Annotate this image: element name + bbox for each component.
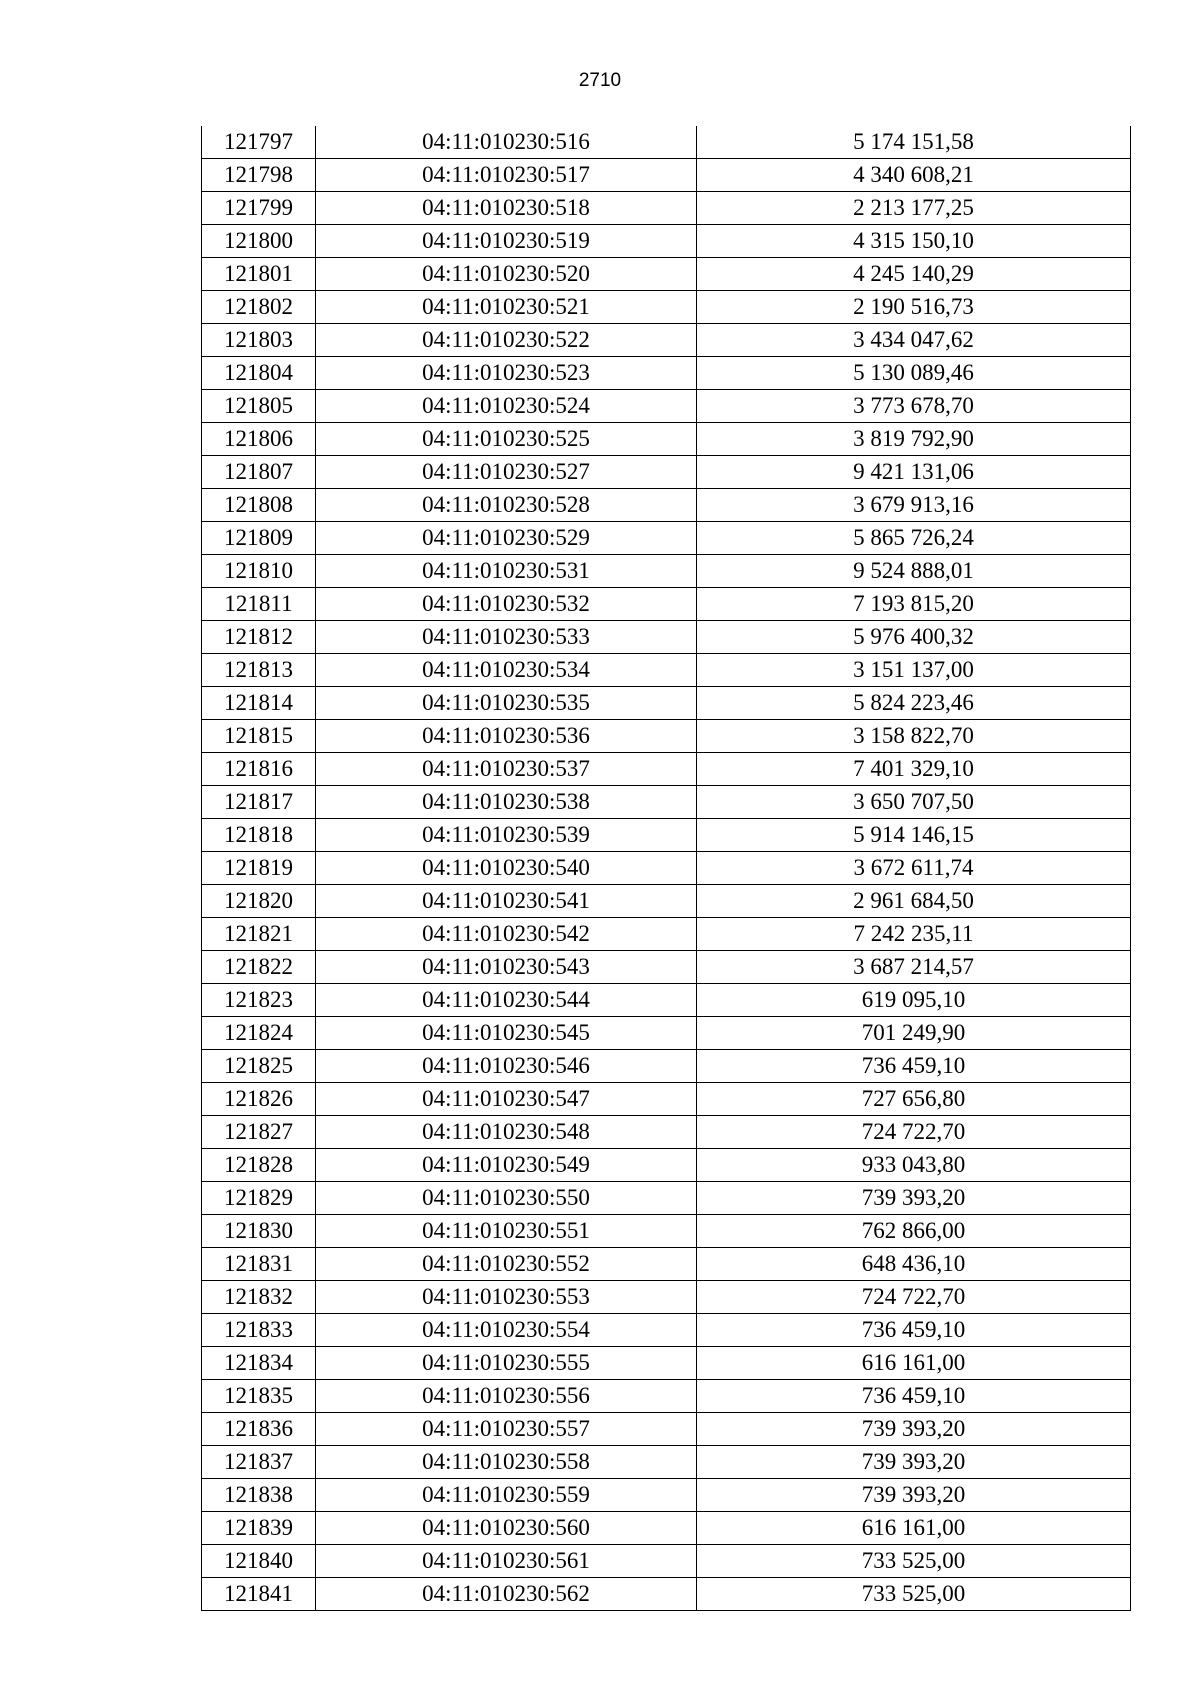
cadastral-value-cell: 5 976 400,32	[697, 621, 1131, 654]
cadastral-number-cell: 04:11:010230:555	[316, 1347, 697, 1380]
row-number-cell: 121835	[202, 1380, 316, 1413]
cadastral-number-cell: 04:11:010230:539	[316, 819, 697, 852]
row-number-cell: 121840	[202, 1545, 316, 1578]
cadastral-number-cell: 04:11:010230:523	[316, 357, 697, 390]
cadastral-number-cell: 04:11:010230:548	[316, 1116, 697, 1149]
row-number-cell: 121838	[202, 1479, 316, 1512]
row-number-cell: 121815	[202, 720, 316, 753]
cadastral-number-cell: 04:11:010230:560	[316, 1512, 697, 1545]
cadastral-number-cell: 04:11:010230:529	[316, 522, 697, 555]
row-number-cell: 121803	[202, 324, 316, 357]
table-row	[202, 456, 1131, 489]
cadastral-number-cell: 04:11:010230:517	[316, 159, 697, 192]
row-number-cell: 121809	[202, 522, 316, 555]
cadastral-value-cell: 9 421 131,06	[697, 456, 1131, 489]
cadastral-number-cell: 04:11:010230:522	[316, 324, 697, 357]
table-row	[202, 1314, 1131, 1347]
table-row	[202, 753, 1131, 786]
cadastral-value-cell: 7 242 235,11	[697, 918, 1131, 951]
table-row	[202, 159, 1131, 192]
row-number-cell: 121817	[202, 786, 316, 819]
row-number-cell: 121813	[202, 654, 316, 687]
cadastral-value-cell: 739 393,20	[697, 1446, 1131, 1479]
cadastral-number-cell: 04:11:010230:558	[316, 1446, 697, 1479]
row-number-cell: 121812	[202, 621, 316, 654]
row-number-cell: 121828	[202, 1149, 316, 1182]
table-row	[202, 1116, 1131, 1149]
cadastral-number-cell: 04:11:010230:537	[316, 753, 697, 786]
table-row	[202, 654, 1131, 687]
cadastral-number-cell: 04:11:010230:538	[316, 786, 697, 819]
cadastral-value-cell: 7 193 815,20	[697, 588, 1131, 621]
row-number-cell: 121819	[202, 852, 316, 885]
cadastral-value-cell: 3 679 913,16	[697, 489, 1131, 522]
cadastral-value-cell: 5 824 223,46	[697, 687, 1131, 720]
cadastral-number-cell: 04:11:010230:536	[316, 720, 697, 753]
table-row	[202, 1512, 1131, 1545]
table-row	[202, 357, 1131, 390]
row-number-cell: 121822	[202, 951, 316, 984]
cadastral-value-cell: 733 525,00	[697, 1578, 1131, 1611]
table-row	[202, 1182, 1131, 1215]
cadastral-number-cell: 04:11:010230:556	[316, 1380, 697, 1413]
table-row	[202, 555, 1131, 588]
row-number-cell: 121841	[202, 1578, 316, 1611]
table-row	[202, 852, 1131, 885]
cadastral-number-cell: 04:11:010230:557	[316, 1413, 697, 1446]
cadastral-value-cell: 762 866,00	[697, 1215, 1131, 1248]
table-row	[202, 522, 1131, 555]
cadastral-value-cell: 724 722,70	[697, 1116, 1131, 1149]
table-row	[202, 918, 1131, 951]
cadastral-value-cell: 733 525,00	[697, 1545, 1131, 1578]
cadastral-number-cell: 04:11:010230:559	[316, 1479, 697, 1512]
row-number-cell: 121801	[202, 258, 316, 291]
cadastral-value-cell: 739 393,20	[697, 1182, 1131, 1215]
cadastral-value-cell: 2 190 516,73	[697, 291, 1131, 324]
table-row	[202, 984, 1131, 1017]
table-row	[202, 786, 1131, 819]
row-number-cell: 121802	[202, 291, 316, 324]
table-row	[202, 1215, 1131, 1248]
cadastral-number-cell: 04:11:010230:516	[316, 126, 697, 159]
row-number-cell: 121805	[202, 390, 316, 423]
row-number-cell: 121816	[202, 753, 316, 786]
cadastral-number-cell: 04:11:010230:518	[316, 192, 697, 225]
cadastral-number-cell: 04:11:010230:549	[316, 1149, 697, 1182]
table-row	[202, 885, 1131, 918]
row-number-cell: 121799	[202, 192, 316, 225]
table-row	[202, 291, 1131, 324]
row-number-cell: 121833	[202, 1314, 316, 1347]
row-number-cell: 121831	[202, 1248, 316, 1281]
table-row	[202, 1413, 1131, 1446]
row-number-cell: 121820	[202, 885, 316, 918]
cadastral-number-cell: 04:11:010230:525	[316, 423, 697, 456]
row-number-cell: 121837	[202, 1446, 316, 1479]
table-body	[202, 126, 1131, 1611]
cadastral-number-cell: 04:11:010230:527	[316, 456, 697, 489]
table-row	[202, 423, 1131, 456]
cadastral-value-cell: 3 434 047,62	[697, 324, 1131, 357]
cadastral-value-cell: 2 213 177,25	[697, 192, 1131, 225]
cadastral-number-cell: 04:11:010230:554	[316, 1314, 697, 1347]
cadastral-number-cell: 04:11:010230:545	[316, 1017, 697, 1050]
table-row	[202, 819, 1131, 852]
cadastral-value-cell: 616 161,00	[697, 1347, 1131, 1380]
table-row	[202, 1380, 1131, 1413]
table-row	[202, 1545, 1131, 1578]
row-number-cell: 121810	[202, 555, 316, 588]
table-row	[202, 1149, 1131, 1182]
cadastral-value-cell: 616 161,00	[697, 1512, 1131, 1545]
cadastral-value-table	[201, 126, 1131, 1611]
row-number-cell: 121830	[202, 1215, 316, 1248]
cadastral-number-cell: 04:11:010230:540	[316, 852, 697, 885]
cadastral-number-cell: 04:11:010230:534	[316, 654, 697, 687]
cadastral-number-cell: 04:11:010230:544	[316, 984, 697, 1017]
cadastral-value-cell: 3 819 792,90	[697, 423, 1131, 456]
table-row	[202, 588, 1131, 621]
row-number-cell: 121829	[202, 1182, 316, 1215]
table-row	[202, 687, 1131, 720]
row-number-cell: 121826	[202, 1083, 316, 1116]
cadastral-value-cell: 3 773 678,70	[697, 390, 1131, 423]
row-number-cell: 121808	[202, 489, 316, 522]
table-row	[202, 1083, 1131, 1116]
row-number-cell: 121836	[202, 1413, 316, 1446]
row-number-cell: 121806	[202, 423, 316, 456]
cadastral-number-cell: 04:11:010230:532	[316, 588, 697, 621]
cadastral-number-cell: 04:11:010230:551	[316, 1215, 697, 1248]
row-number-cell: 121832	[202, 1281, 316, 1314]
cadastral-value-cell: 736 459,10	[697, 1314, 1131, 1347]
table-row	[202, 192, 1131, 225]
table-row	[202, 720, 1131, 753]
cadastral-number-cell: 04:11:010230:524	[316, 390, 697, 423]
table-row	[202, 1578, 1131, 1611]
cadastral-number-cell: 04:11:010230:533	[316, 621, 697, 654]
row-number-cell: 121804	[202, 357, 316, 390]
cadastral-number-cell: 04:11:010230:547	[316, 1083, 697, 1116]
cadastral-number-cell: 04:11:010230:561	[316, 1545, 697, 1578]
cadastral-number-cell: 04:11:010230:550	[316, 1182, 697, 1215]
page-number: 2710	[578, 70, 622, 91]
cadastral-value-cell: 2 961 684,50	[697, 885, 1131, 918]
row-number-cell: 121825	[202, 1050, 316, 1083]
cadastral-value-cell: 9 524 888,01	[697, 555, 1131, 588]
cadastral-value-cell: 727 656,80	[697, 1083, 1131, 1116]
cadastral-number-cell: 04:11:010230:521	[316, 291, 697, 324]
row-number-cell: 121800	[202, 225, 316, 258]
table-row	[202, 1479, 1131, 1512]
table-row	[202, 1347, 1131, 1380]
cadastral-value-cell: 4 340 608,21	[697, 159, 1131, 192]
table-row	[202, 1017, 1131, 1050]
cadastral-value-cell: 739 393,20	[697, 1413, 1131, 1446]
cadastral-number-cell: 04:11:010230:541	[316, 885, 697, 918]
cadastral-value-cell: 3 687 214,57	[697, 951, 1131, 984]
cadastral-value-cell: 933 043,80	[697, 1149, 1131, 1182]
cadastral-value-cell: 619 095,10	[697, 984, 1131, 1017]
cadastral-number-cell: 04:11:010230:552	[316, 1248, 697, 1281]
table-row	[202, 621, 1131, 654]
row-number-cell: 121839	[202, 1512, 316, 1545]
cadastral-number-cell: 04:11:010230:520	[316, 258, 697, 291]
row-number-cell: 121827	[202, 1116, 316, 1149]
cadastral-value-cell: 3 151 137,00	[697, 654, 1131, 687]
table-row	[202, 951, 1131, 984]
row-number-cell: 121823	[202, 984, 316, 1017]
row-number-cell: 121807	[202, 456, 316, 489]
cadastral-value-cell: 4 245 140,29	[697, 258, 1131, 291]
cadastral-value-cell: 7 401 329,10	[697, 753, 1131, 786]
table-row	[202, 258, 1131, 291]
row-number-cell: 121797	[202, 126, 316, 159]
table-row	[202, 1446, 1131, 1479]
row-number-cell: 121814	[202, 687, 316, 720]
cadastral-value-cell: 648 436,10	[697, 1248, 1131, 1281]
cadastral-number-cell: 04:11:010230:535	[316, 687, 697, 720]
row-number-cell: 121798	[202, 159, 316, 192]
row-number-cell: 121818	[202, 819, 316, 852]
cadastral-number-cell: 04:11:010230:542	[316, 918, 697, 951]
table-row	[202, 1281, 1131, 1314]
cadastral-value-cell: 736 459,10	[697, 1380, 1131, 1413]
table-row	[202, 324, 1131, 357]
cadastral-number-cell: 04:11:010230:519	[316, 225, 697, 258]
cadastral-value-cell: 3 672 611,74	[697, 852, 1131, 885]
cadastral-number-cell: 04:11:010230:562	[316, 1578, 697, 1611]
table-row	[202, 225, 1131, 258]
cadastral-value-cell: 5 174 151,58	[697, 126, 1131, 159]
table-row	[202, 489, 1131, 522]
table-row	[202, 390, 1131, 423]
table-row	[202, 1248, 1131, 1281]
cadastral-value-cell: 4 315 150,10	[697, 225, 1131, 258]
cadastral-number-cell: 04:11:010230:553	[316, 1281, 697, 1314]
cadastral-value-cell: 3 158 822,70	[697, 720, 1131, 753]
cadastral-number-cell: 04:11:010230:543	[316, 951, 697, 984]
row-number-cell: 121811	[202, 588, 316, 621]
table-row	[202, 1050, 1131, 1083]
cadastral-value-cell: 5 865 726,24	[697, 522, 1131, 555]
row-number-cell: 121834	[202, 1347, 316, 1380]
cadastral-number-cell: 04:11:010230:546	[316, 1050, 697, 1083]
row-number-cell: 121821	[202, 918, 316, 951]
cadastral-number-cell: 04:11:010230:531	[316, 555, 697, 588]
row-number-cell: 121824	[202, 1017, 316, 1050]
cadastral-value-cell: 701 249,90	[697, 1017, 1131, 1050]
cadastral-value-cell: 5 130 089,46	[697, 357, 1131, 390]
cadastral-value-cell: 736 459,10	[697, 1050, 1131, 1083]
cadastral-number-cell: 04:11:010230:528	[316, 489, 697, 522]
table-row	[202, 126, 1131, 159]
cadastral-value-cell: 739 393,20	[697, 1479, 1131, 1512]
cadastral-value-cell: 724 722,70	[697, 1281, 1131, 1314]
cadastral-value-cell: 5 914 146,15	[697, 819, 1131, 852]
cadastral-value-cell: 3 650 707,50	[697, 786, 1131, 819]
